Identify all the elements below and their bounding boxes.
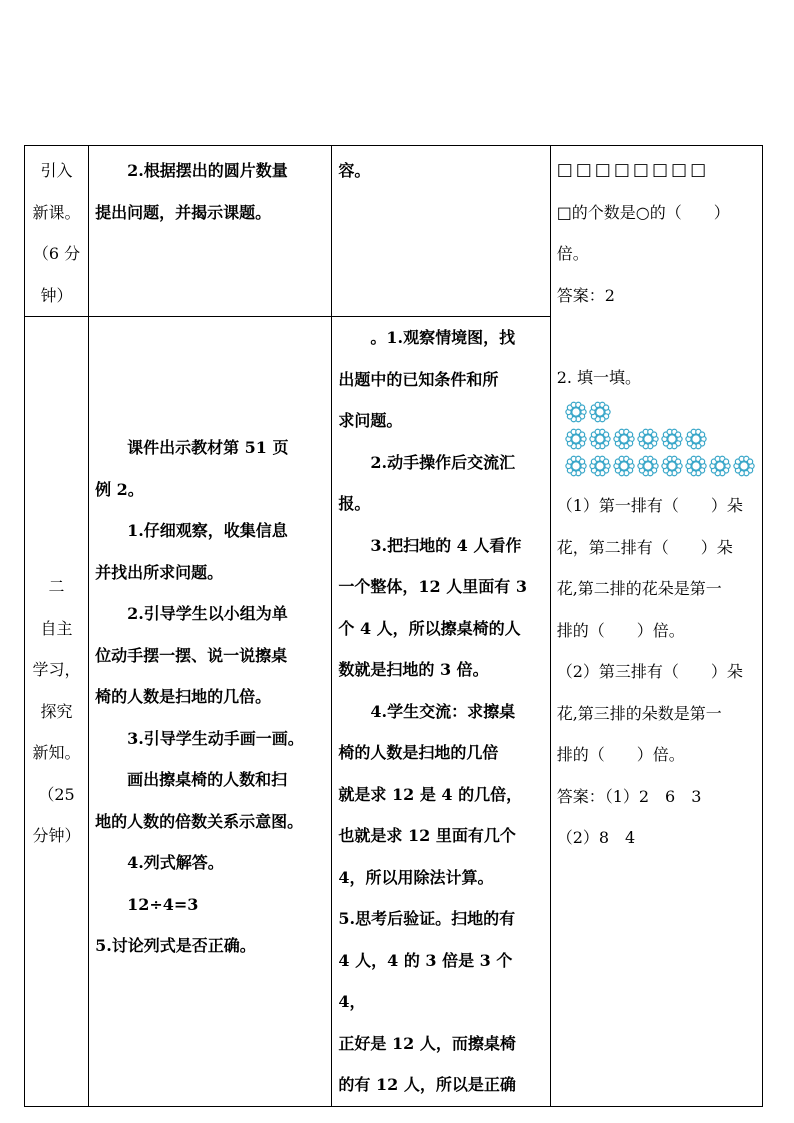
student-line: 报。 xyxy=(338,494,371,513)
student-line: 也就是求 12 里面有几个 xyxy=(338,826,516,845)
stage-line: （25 xyxy=(38,784,75,804)
flower-rows xyxy=(557,398,756,479)
teacher-line: 并找出所求问题。 xyxy=(95,562,224,582)
student-line: 个 4 人，所以擦桌椅的人 xyxy=(338,618,521,638)
exercise-answer: （2）8 4 xyxy=(556,828,636,847)
exercise-question: □的个数是○的（ ） xyxy=(556,202,730,222)
exercise-q1-line: 排的（ ）倍。 xyxy=(556,620,685,640)
student-line: 出题中的已知条件和所 xyxy=(338,369,499,389)
flower-icon xyxy=(565,428,587,450)
student-line: 椅的人数是扫地的几倍 xyxy=(338,743,499,762)
exercise-q1-line: 花，第二排有（ ）朵 xyxy=(556,537,733,557)
exercise-q2-line: 排的（ ）倍。 xyxy=(556,745,685,764)
student-line: 的有 12 人，所以是正确 xyxy=(338,1075,516,1094)
flower-icon xyxy=(709,455,731,477)
teacher-line: 2.引导学生以小组为单 xyxy=(127,604,288,623)
stage-line: 钟） xyxy=(40,285,73,305)
teacher-line: 1.仔细观察，收集信息 xyxy=(127,521,288,540)
exercise-title: 2. 填一填。 xyxy=(556,367,642,387)
exercise-q2-line: （2）第三排有（ ）朵 xyxy=(556,662,743,681)
stage-cell-intro xyxy=(25,146,89,317)
teacher-line: 5.讨论列式是否正确。 xyxy=(95,936,256,955)
stage-line: 新知。 xyxy=(32,743,81,762)
table-row-intro xyxy=(25,146,763,317)
student-line: 数就是扫地的 3 倍。 xyxy=(338,660,489,679)
squares-row: □□□□□□□□ xyxy=(556,160,710,180)
flower-icon xyxy=(565,401,587,423)
teacher-cell-intro xyxy=(89,146,332,317)
flower-icon xyxy=(733,455,755,477)
flower-row xyxy=(565,425,756,452)
student-cell-intro xyxy=(332,146,550,317)
stage-line: 探究 xyxy=(40,701,73,721)
teacher-line: 课件出示教材第 51 页 xyxy=(127,438,289,457)
exercise-cell-intro xyxy=(550,146,762,317)
teacher-line: 画出擦桌椅的人数和扫 xyxy=(127,770,288,789)
teacher-line: 例 2。 xyxy=(95,479,144,499)
teacher-line: 位动手摆一摆、说一说擦桌 xyxy=(95,645,288,665)
student-line: 一个整体，12 人里面有 3 xyxy=(338,577,527,596)
flower-icon xyxy=(637,455,659,477)
student-line: 容。 xyxy=(338,161,371,180)
flower-icon xyxy=(565,455,587,477)
stage-line: 学习， xyxy=(32,660,81,679)
exercise-answer: 答案：（1）2 6 3 xyxy=(556,786,702,806)
teacher-line: 3.引导学生动手画一画。 xyxy=(127,728,304,748)
stage-line: 分钟） xyxy=(32,826,81,845)
student-line: 3.把扫地的 4 人看作 xyxy=(370,535,522,555)
stage-line: 二 xyxy=(48,577,65,596)
flower-icon xyxy=(661,455,683,477)
teacher-cell-explore xyxy=(89,317,332,1107)
flower-icon xyxy=(589,455,611,477)
flower-icon xyxy=(685,428,707,450)
exercise-question-tail: 倍。 xyxy=(556,244,589,263)
student-line: 4，所以用除法计算。 xyxy=(338,867,494,887)
teacher-line: 12÷4=3 xyxy=(127,894,199,914)
student-line: 就是求 12 是 4 的几倍， xyxy=(338,784,523,804)
stage-line: 新课。 xyxy=(32,202,81,222)
flower-icon xyxy=(613,455,635,477)
exercise-q2-line: 花,第三排的朵数是第一 xyxy=(556,703,722,723)
teacher-line: 4.列式解答。 xyxy=(127,853,224,872)
flower-icon xyxy=(661,428,683,450)
student-line: 正好是 12 人，而擦桌椅 xyxy=(338,1033,516,1053)
flower-icon xyxy=(589,401,611,423)
student-line: 2.动手操作后交流汇 xyxy=(370,452,516,472)
flower-icon xyxy=(685,455,707,477)
flower-icon xyxy=(613,428,635,450)
teacher-line: 2.根据摆出的圆片数量 xyxy=(127,161,288,180)
teacher-line: 提出问题，并揭示课题。 xyxy=(95,202,272,222)
stage-line: （6 分 xyxy=(32,244,81,263)
student-line: 求问题。 xyxy=(338,411,403,430)
exercise-cell-explore xyxy=(550,317,762,1107)
exercise-q1-line: 花,第二排的花朵是第一 xyxy=(556,579,722,598)
flower-icon xyxy=(589,428,611,450)
exercise-answer: 答案：2 xyxy=(556,285,615,305)
lesson-plan-table xyxy=(24,145,763,1107)
flower-icon xyxy=(637,428,659,450)
teacher-line: 地的人数的倍数关系示意图。 xyxy=(95,811,304,831)
student-cell-explore xyxy=(332,317,550,1107)
stage-line: 自主 xyxy=(40,618,73,638)
student-line: 5.思考后验证。扫地的有 xyxy=(338,909,516,928)
student-line: 。1.观察情境图，找 xyxy=(370,328,516,347)
student-line: 4.学生交流：求擦桌 xyxy=(370,701,516,721)
stage-line: 引入 xyxy=(40,161,73,180)
exercise-q1-line: （1）第一排有（ ）朵 xyxy=(556,496,743,515)
teacher-line: 椅的人数是扫地的几倍。 xyxy=(95,687,272,706)
flower-row xyxy=(565,398,756,425)
student-line: 4 人，4 的 3 倍是 3 个 4， xyxy=(338,950,513,1011)
flower-row xyxy=(565,452,756,479)
table-row-explore xyxy=(25,317,763,1107)
stage-cell-explore xyxy=(25,317,89,1107)
